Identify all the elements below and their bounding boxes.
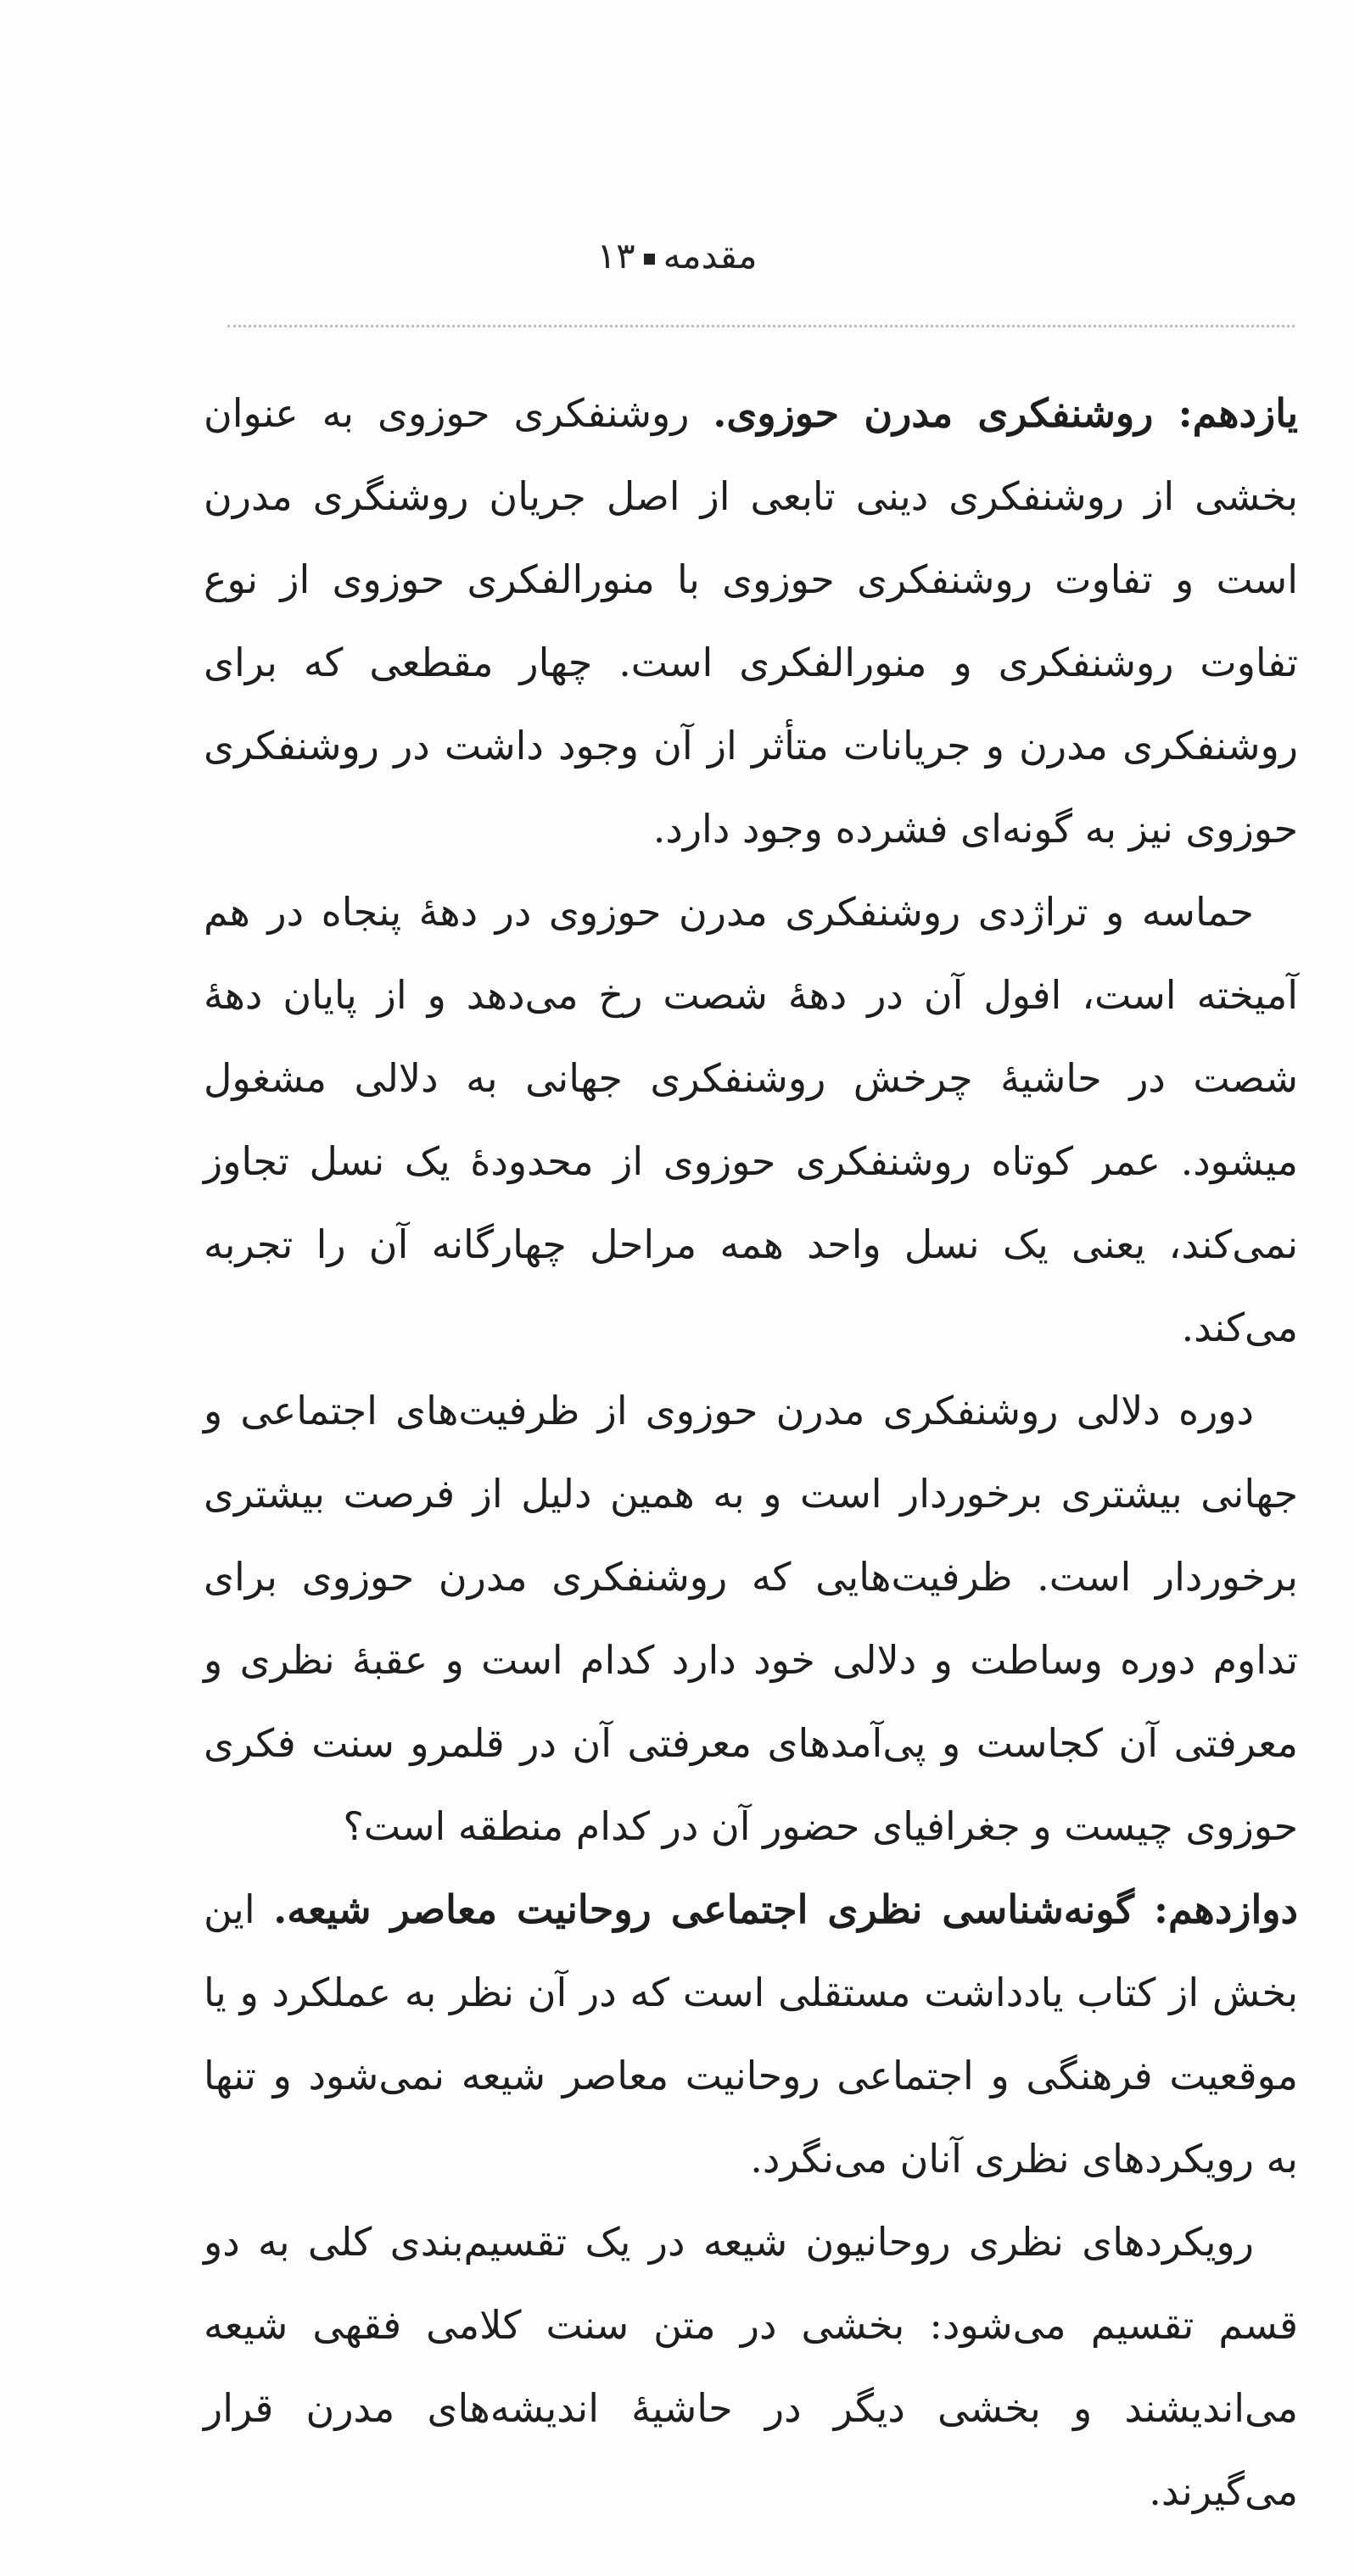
- paragraph-1: [204, 372, 1298, 870]
- section-heading-11: یازدهم: روشنفکری مدرن حوزوی.: [713, 390, 1299, 436]
- paragraph-3: دوره دلالی روشنفکری مدرن حوزوی از ظرفیت‌های اجتماعی و جهانی بیشتری برخوردار است و به همین دلیل از فرصت بیشتری برخوردار است. ظرفیت‌هایی که روشنفکری مدرن حوزوی برای تداوم دوره وساطت و دلالی خود دارد کدام است و عقبۀ نظری و معرفتی آن کجاست و پی‌آمدهای معرفتی آن در قلمرو سنت فکری حوزوی چیست و جغرافیای حضور آن در کدام منطقه است؟: [204, 1388, 1298, 1849]
- running-header: [0, 222, 1354, 290]
- page-number: ۱۳: [596, 235, 635, 277]
- section-heading-12: دوازدهم: گونه‌شناسی نظری اجتماعی روحانیت معاصر شیعه.: [273, 1886, 1298, 1932]
- paragraph-4: [204, 1868, 1298, 2200]
- paragraph-4-text: این بخش از کتاب یادداشت مستقلی است که در آن نظر به عملکرد و یا موقعیت فرهنگی و اجتماعی روحانیت معاصر شیعه نمی‌شود و تنها به رویکردهای نظری آنان می‌نگرد.: [204, 1886, 1298, 2182]
- separator-square-icon: [644, 254, 655, 265]
- chapter-title: مقدمه: [663, 235, 758, 277]
- body-text: [204, 372, 1298, 2533]
- paragraph-5: رویکردهای نظری روحانیون شیعه در یک تقسیم‌بندی کلی به دو قسم تقسیم می‌شود: بخشی در متن سنت کلامی فقهی شیعه می‌اندیشند و بخشی دیگر در حاشیۀ اندیشه‌های مدرن قرار می‌گیرند.: [204, 2219, 1298, 2514]
- header-rule: [227, 325, 1295, 327]
- paragraph-2: حماسه و تراژدی روشنفکری مدرن حوزوی در دهۀ پنجاه در هم آمیخته است، افول آن در دهۀ شصت رخ می‌دهد و از پایان دهۀ شصت در حاشیۀ چرخش روشنفکری جهانی به دلالی مشغول میشود. عمر کوتاه روشنفکری حوزوی از محدودۀ یک نسل تجاوز نمی‌کند، یعنی یک نسل واحد همه مراحل چهارگانه آن را تجربه می‌کند.: [204, 889, 1298, 1350]
- paragraph-1-text: روشنفکری حوزوی به عنوان بخشی از روشنفکری دینی تابعی از اصل جریان روشنگری مدرن است و تفاوت روشنفکری حوزوی با منورالفکری حوزوی از نوع تفاوت روشنفکری و منورالفکری است. چهار مقطعی که برای روشنفکری مدرن و جریانات متأثر از آن وجود داشت در روشنفکری حوزوی نیز به گونه‌ای فشرده وجود دارد.: [204, 390, 1299, 852]
